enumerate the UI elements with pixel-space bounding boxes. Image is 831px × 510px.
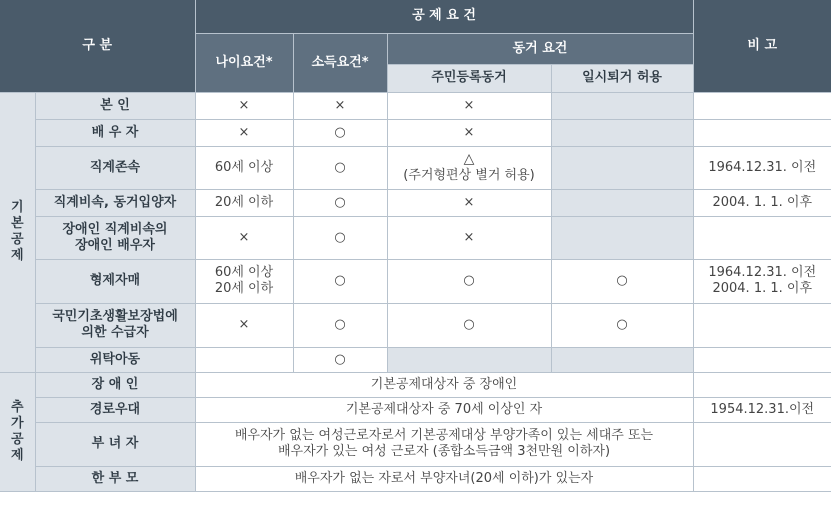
row-label <box>35 146 195 189</box>
group-label-char: 제 <box>10 248 24 263</box>
cell-text: × <box>238 317 250 332</box>
income-cell: × <box>293 92 387 119</box>
description-cell <box>195 397 693 422</box>
group-label-char: 본 <box>10 216 24 231</box>
resident-cell <box>387 216 551 259</box>
cell-text: 20세 이하 <box>214 281 274 296</box>
remarks-cell <box>693 216 831 259</box>
remarks-cell <box>693 119 831 146</box>
table-row <box>0 92 831 119</box>
cell-text: 1964.12.31. 이전 <box>708 159 817 175</box>
row-label-text: 위탁아동 <box>89 351 141 367</box>
resident-cell <box>387 92 551 119</box>
cell-text: 2004. 1. 1. 이후 <box>712 194 813 210</box>
group-label-additional <box>0 372 35 491</box>
table-row <box>0 347 831 372</box>
age-cell <box>195 347 293 372</box>
row-label: 경로우대 <box>35 397 195 422</box>
resident-cell <box>387 303 551 347</box>
cell-text: △ <box>463 151 475 167</box>
resident-cell <box>387 259 551 303</box>
table-row <box>0 216 831 259</box>
cell-text: × <box>463 229 475 245</box>
resident-cell <box>387 347 551 372</box>
cell-text: × <box>463 97 475 113</box>
row-label <box>35 119 195 146</box>
description-cell <box>195 422 693 466</box>
header-remarks: 비 고 <box>693 0 831 92</box>
remarks-cell <box>693 146 831 189</box>
resident-cell <box>387 189 551 216</box>
remarks-cell <box>693 422 831 466</box>
cell-text: × <box>238 97 250 113</box>
row-label-text: 직계비속, 동거입양자 <box>53 194 177 210</box>
row-label-text: 형제자매 <box>89 273 141 288</box>
age-cell <box>195 216 293 259</box>
row-label <box>35 347 195 372</box>
income-cell: ○ <box>293 259 387 303</box>
income-cell: ○ <box>293 303 387 347</box>
table-row <box>0 119 831 146</box>
header-requirements: 공 제 요 건 <box>195 0 693 33</box>
temporary-cell <box>551 347 693 372</box>
cell-text: × <box>238 124 250 140</box>
cell-text: ○ <box>463 273 475 288</box>
table-row <box>0 372 831 397</box>
remarks-cell <box>693 466 831 491</box>
header-income: 소득요건* <box>293 33 387 92</box>
header-cohabit: 동거 요건 <box>387 33 693 64</box>
row-label: 부 녀 자 <box>35 422 195 466</box>
row-label <box>35 303 195 347</box>
description-cell <box>195 466 693 491</box>
temporary-cell <box>551 216 693 259</box>
row-label-text: 의한 수급자 <box>81 325 149 340</box>
table-row <box>0 397 831 422</box>
row-label-text: 직계존속 <box>89 159 141 175</box>
income-cell: ○ <box>293 216 387 259</box>
table-row <box>0 466 831 491</box>
cell-text: 기본공제대상자 중 장애인 <box>370 376 518 392</box>
remarks-cell <box>693 92 831 119</box>
temporary-cell <box>551 119 693 146</box>
remarks-cell <box>693 259 831 303</box>
cell-text: 60세 이상 <box>214 265 274 280</box>
remarks-cell <box>693 303 831 347</box>
table-row <box>0 422 831 466</box>
header-resident: 주민등록동거 <box>387 64 551 92</box>
cell-text: 60세 이상 <box>214 159 274 175</box>
row-label: 한 부 모 <box>35 466 195 491</box>
row-label <box>35 216 195 259</box>
temporary-cell <box>551 146 693 189</box>
cell-text: 배우자가 있는 여성 근로자 (종합소득금액 3천만원 이하자) <box>277 444 611 459</box>
cell-text: ○ <box>463 317 475 332</box>
cell-text: × <box>463 194 475 210</box>
resident-cell <box>387 146 551 189</box>
income-cell: ○ <box>293 189 387 216</box>
cell-text: 배우자가 없는 자로서 부양자녀(20세 이하)가 있는자 <box>294 470 594 486</box>
row-label-text: 장애인 직계비속의 <box>62 221 168 237</box>
group-label-char: 공 <box>10 232 24 247</box>
table-row <box>0 189 831 216</box>
table-row <box>0 259 831 303</box>
income-cell: ○ <box>293 347 387 372</box>
row-label-text: 장애인 배우자 <box>75 237 155 253</box>
remarks-cell: 1954.12.31.이전 <box>693 397 831 422</box>
remarks-cell <box>693 189 831 216</box>
description-cell <box>195 372 693 397</box>
cell-text: × <box>463 124 475 140</box>
header-temporary: 일시퇴거 허용 <box>551 64 693 92</box>
row-label-text: 배 우 자 <box>91 124 139 140</box>
temporary-cell <box>551 189 693 216</box>
cell-text: × <box>238 229 250 245</box>
table-row <box>0 146 831 189</box>
temporary-cell <box>551 92 693 119</box>
remarks-cell <box>693 372 831 397</box>
age-cell <box>195 189 293 216</box>
header-age: 나이요건* <box>195 33 293 92</box>
age-cell <box>195 119 293 146</box>
row-label <box>35 92 195 119</box>
cell-text: (주거형편상 별거 허용) <box>403 168 535 183</box>
group-label-char: 제 <box>10 447 24 463</box>
cell-text: 배우자가 없는 여성근로자로서 기본공제대상 부양가족이 있는 세대주 또는 <box>234 428 654 443</box>
cell-text: 1964.12.31. 이전 <box>708 265 817 280</box>
row-label-text: 국민기초생활보장법에 <box>52 309 178 324</box>
age-cell <box>195 259 293 303</box>
group-label-char: 공 <box>10 431 24 447</box>
resident-cell <box>387 119 551 146</box>
group-label-char: 가 <box>10 415 24 431</box>
table-row <box>0 303 831 347</box>
income-cell: ○ <box>293 146 387 189</box>
age-cell <box>195 303 293 347</box>
temporary-cell: ○ <box>551 259 693 303</box>
cell-text: 2004. 1. 1. 이후 <box>712 281 813 296</box>
row-label-text: 본 인 <box>100 97 130 113</box>
income-cell: ○ <box>293 119 387 146</box>
group-label-basic <box>0 92 35 372</box>
cell-text: 기본공제대상자 중 70세 이상인 자 <box>345 401 543 417</box>
header-category: 구 분 <box>0 0 195 92</box>
row-label <box>35 259 195 303</box>
group-label-char: 기 <box>10 200 24 215</box>
group-label-char: 추 <box>10 399 24 415</box>
row-label <box>35 189 195 216</box>
cell-text: 20세 이하 <box>214 194 274 210</box>
age-cell <box>195 92 293 119</box>
remarks-cell <box>693 347 831 372</box>
temporary-cell: ○ <box>551 303 693 347</box>
age-cell <box>195 146 293 189</box>
row-label: 장 애 인 <box>35 372 195 397</box>
